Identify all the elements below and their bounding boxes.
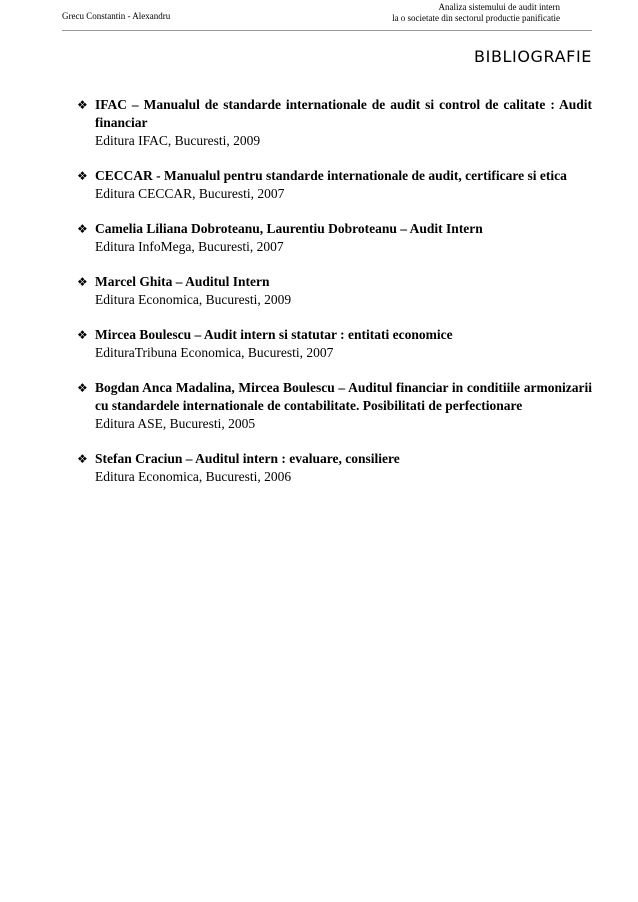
entry-title: Bogdan Anca Madalina, Mircea Boulescu – Auditul financiar in conditiile armonizarii cu standardele internationale de contabilitate. Posibilitati de perfectionare (95, 380, 592, 413)
header-title-line-2: la o societate din sectorul productie panificatie (392, 13, 560, 23)
bibliography-entry (78, 450, 592, 486)
header-document-title (392, 2, 560, 24)
bibliography-entry (78, 167, 592, 203)
bibliography-entry (78, 273, 592, 309)
entry-title: IFAC – Manualul de standarde internationale de audit si control de calitate : Audit financiar (95, 97, 592, 130)
diamond-bullet-icon: ❖ (77, 169, 88, 183)
diamond-bullet-icon: ❖ (77, 381, 88, 395)
entry-title: Mircea Boulescu – Audit intern si statutar : entitati economice (95, 327, 453, 342)
entry-publisher: Editura CECCAR, Bucuresti, 2007 (95, 186, 285, 201)
page-title: BIBLIOGRAFIE (474, 47, 592, 66)
diamond-bullet-icon: ❖ (77, 222, 88, 236)
entry-publisher: Editura InfoMega, Bucuresti, 2007 (95, 239, 284, 254)
entry-title: Stefan Craciun – Auditul intern : evaluare, consiliere (95, 451, 400, 466)
entry-publisher: EdituraTribuna Economica, Bucuresti, 2007 (95, 345, 334, 360)
diamond-bullet-icon: ❖ (77, 275, 88, 289)
diamond-bullet-icon: ❖ (77, 98, 88, 112)
entry-title: CECCAR - Manualul pentru standarde internationale de audit, certificare si etica (95, 168, 567, 183)
header-divider (62, 30, 592, 31)
entry-publisher: Editura IFAC, Bucuresti, 2009 (95, 133, 261, 148)
bibliography-list (78, 96, 592, 503)
diamond-bullet-icon: ❖ (77, 452, 88, 466)
header-title-line-1: Analiza sistemului de audit intern (438, 2, 560, 12)
entry-publisher: Editura Economica, Bucuresti, 2006 (95, 469, 292, 484)
bibliography-entry (78, 96, 592, 150)
bibliography-entry (78, 326, 592, 362)
entry-title: Marcel Ghita – Auditul Intern (95, 274, 270, 289)
entry-title: Camelia Liliana Dobroteanu, Laurentiu Dobroteanu – Audit Intern (95, 221, 483, 236)
entry-publisher: Editura ASE, Bucuresti, 2005 (95, 416, 256, 431)
bibliography-entry (78, 379, 592, 433)
diamond-bullet-icon: ❖ (77, 328, 88, 342)
header-author: Grecu Constantin - Alexandru (62, 11, 171, 21)
entry-publisher: Editura Economica, Bucuresti, 2009 (95, 292, 292, 307)
bibliography-entry (78, 220, 592, 256)
